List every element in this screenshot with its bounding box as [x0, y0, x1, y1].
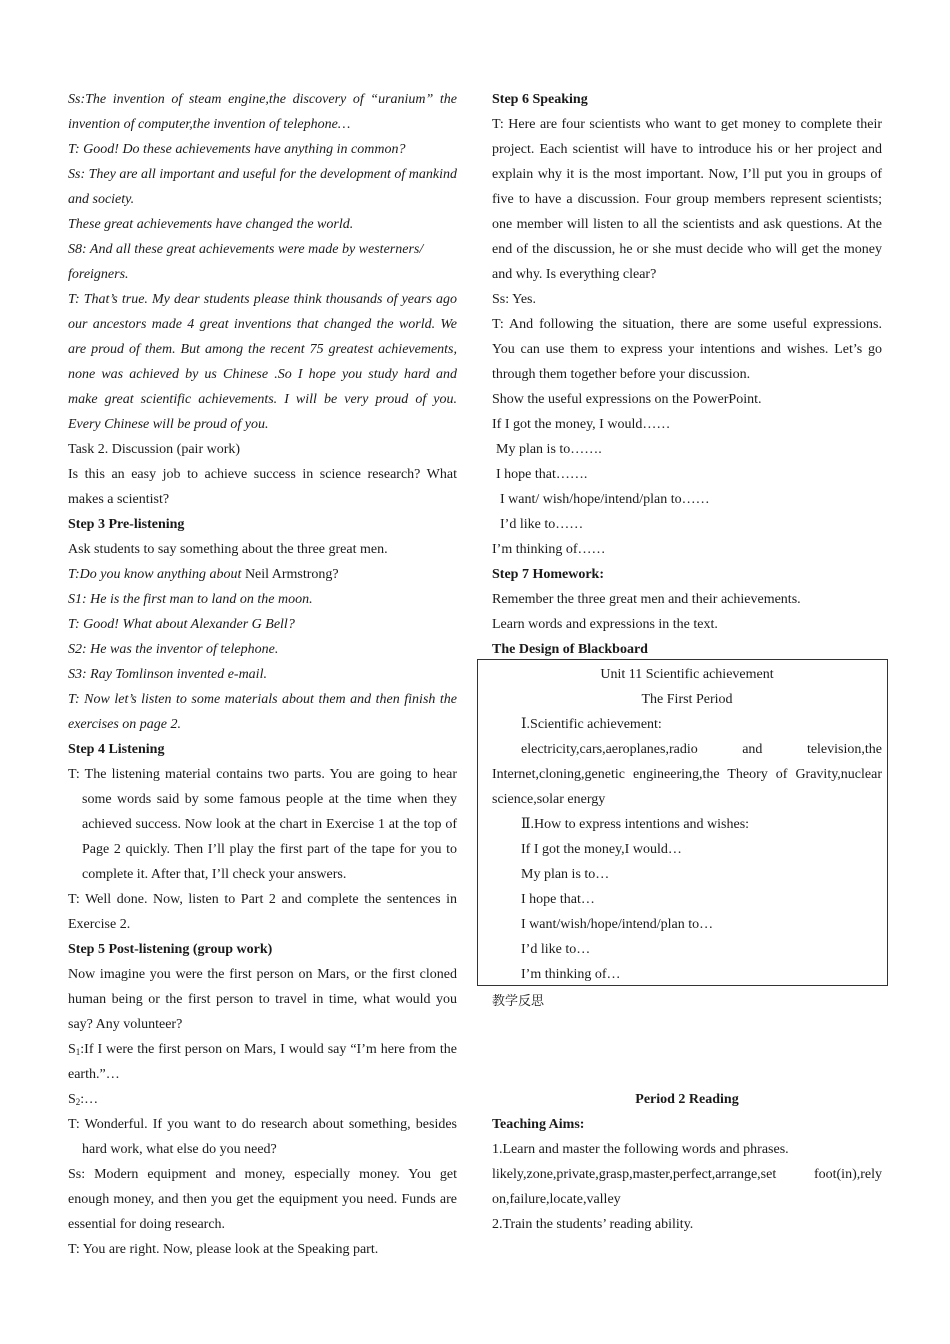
body-text: T: And following the situation, there are some useful expressions. You can use them to express your intentions and wishes. Let’s go through them together before your discussion. — [492, 317, 882, 382]
speaker: S — [68, 1092, 76, 1107]
board-expression: If I got the money,I would… — [521, 842, 682, 857]
speaker-text: :… — [80, 1092, 99, 1107]
board-expression: I want/wish/hope/intend/plan to… — [521, 917, 714, 932]
aims-heading: Teaching Aims: — [492, 1117, 585, 1132]
teaching-reflection: 教学反思 — [492, 994, 545, 1009]
board-word-group: television,the — [806, 742, 882, 757]
word-list-line: on,failure,locate,valley — [492, 1192, 621, 1207]
expression: I want/ wish/hope/intend/plan to…… — [500, 492, 710, 507]
speaker: S — [68, 1042, 76, 1057]
board-section: Ⅱ.How to express intentions and wishes: — [521, 817, 750, 832]
dialog-line: S2: He was the inventor of telephone. — [68, 642, 279, 657]
blackboard-design-box — [477, 659, 888, 986]
dialog-line: T: Good! Do these achievements have anything in common? — [68, 142, 406, 157]
dialog-line: S1: He is the first man to land on the moon. — [68, 592, 313, 607]
expression: I hope that……. — [496, 467, 588, 482]
expression: I’d like to…… — [500, 517, 584, 532]
board-expression: I’m thinking of… — [521, 967, 621, 982]
board-expression: My plan is to… — [521, 867, 610, 882]
board-period: The First Period — [641, 692, 733, 707]
body-text: T: Well done. Now, listen to Part 2 and complete the sentences in Exercise 2. — [68, 892, 457, 932]
period-title: Period 2 Reading — [635, 1092, 739, 1107]
dialog-line: T: Now let’s listen to some materials about them and then finish the exercises on page 2. — [68, 692, 457, 732]
body-text: T: Wonderful. If you want to do research about something, besides hard work, what else do you need? — [68, 1117, 457, 1157]
board-title: Unit 11 Scientific achievement — [600, 667, 774, 682]
step-heading: Step 3 Pre-listening — [68, 517, 185, 532]
step-heading: Step 4 Listening — [68, 742, 165, 757]
body-text: Now imagine you were the first person on Mars, or the first cloned human being or the first person to travel in time, what would you say? Any volunteer? — [68, 967, 457, 1032]
dialog-line: Ss: They are all important and useful for the development of mankind and society. — [68, 167, 457, 207]
dialog-line-italic: T:Do you know anything about — [68, 567, 242, 582]
task-heading: Task 2. Discussion (pair work) — [68, 442, 241, 457]
step-heading: Step 6 Speaking — [492, 92, 588, 107]
left-column — [68, 87, 457, 1262]
board-section: Ⅰ.Scientific achievement: — [521, 717, 662, 732]
dialog-line — [68, 562, 457, 587]
dialog-line: T: Good! What about Alexander G Bell? — [68, 617, 295, 632]
dialog-line: S3: Ray Tomlinson invented e-mail. — [68, 667, 267, 682]
body-text: Remember the three great men and their achievements. — [492, 592, 801, 607]
word-list-line — [492, 1162, 882, 1187]
aim-item: 2.Train the students’ reading ability. — [492, 1217, 694, 1232]
body-text: Show the useful expressions on the PowerPoint. — [492, 392, 762, 407]
step-heading: Step 7 Homework: — [492, 567, 604, 582]
speaker-text: :If I were the first person on Mars, I would say “I’m here from the earth.”… — [68, 1042, 457, 1082]
board-expression: I hope that… — [521, 892, 595, 907]
task-question: Is this an easy job to achieve success in science research? What makes a scientist? — [68, 467, 457, 507]
step-heading: Step 5 Post-listening (group work) — [68, 942, 273, 957]
body-text: T: The listening material contains two parts. You are going to hear some words said by some famous people at the time when they achieved success. Now look at the chart in Exercise 1 at the top of Page 2 quickly. Then I’ll play the first part of the tape for you to complete it. After that, I’ll check your answers. — [68, 767, 457, 882]
dialog-line — [68, 1037, 457, 1087]
body-text: Ask students to say something about the three great men. — [68, 542, 388, 557]
body-text: T: Here are four scientists who want to get money to complete their project. Each scientist will have to introduce his or her project and explain why it is the most important. Now, I’ll put you in groups of five to have a discussion. Four group members represent scientists; one member will listen to all the scientists and ask questions. At the end of the discussion, he or she must decide who will get the money and why. Is everything clear? — [492, 117, 882, 282]
board-line: Internet,cloning,genetic engineering,the Theory of Gravity,nuclear science,solar energy — [492, 767, 882, 807]
expression: If I got the money, I would…… — [492, 417, 671, 432]
dialog-line: Ss:The invention of steam engine,the discovery of “uranium” the invention of computer,the invention of telephone… — [68, 92, 457, 132]
dialog-line: S8: And all these great achievements were made by westerners/ foreigners. — [68, 242, 424, 282]
body-text: T: You are right. Now, please look at the Speaking part. — [68, 1242, 379, 1257]
board-word-group: and — [742, 742, 763, 757]
period2-section — [492, 1087, 882, 1237]
word-group: foot(in),rely — [813, 1167, 882, 1182]
aim-item: 1.Learn and master the following words and phrases. — [492, 1142, 789, 1157]
dialog-line: These great achievements have changed the world. — [68, 217, 354, 232]
section-heading: The Design of Blackboard — [492, 642, 648, 657]
dialog-line — [68, 1087, 457, 1112]
right-column — [492, 87, 882, 662]
body-text: Ss: Modern equipment and money, especially money. You get enough money, and then you get the equipment you need. Funds are essential for doing research. — [68, 1167, 457, 1232]
board-line — [492, 737, 882, 762]
dialog-line: T: That’s true. My dear students please think thousands of years ago our ancestors made 4 great inventions that changed the world. We are proud of them. But among the recent 75 greatest achievements, none was achieved by us Chinese .So I hope you study hard and make great scientific achievements. I will be very proud of you. Every Chinese will be proud of you. — [68, 292, 457, 432]
speaker-number: 2 — [75, 1097, 81, 1107]
board-word-group: electricity,cars,aeroplanes,radio — [521, 742, 698, 757]
body-text: Ss: Yes. — [492, 292, 536, 307]
dialog-line-name: Neil Armstrong? — [241, 567, 339, 582]
speaker-number: 1 — [75, 1047, 81, 1057]
expression: I’m thinking of…… — [492, 542, 606, 557]
board-expression: I’d like to… — [521, 942, 591, 957]
body-text: Learn words and expressions in the text. — [492, 617, 718, 632]
word-group: likely,zone,private,grasp,master,perfect,arrange,set — [492, 1167, 777, 1182]
expression: My plan is to……. — [496, 442, 602, 457]
